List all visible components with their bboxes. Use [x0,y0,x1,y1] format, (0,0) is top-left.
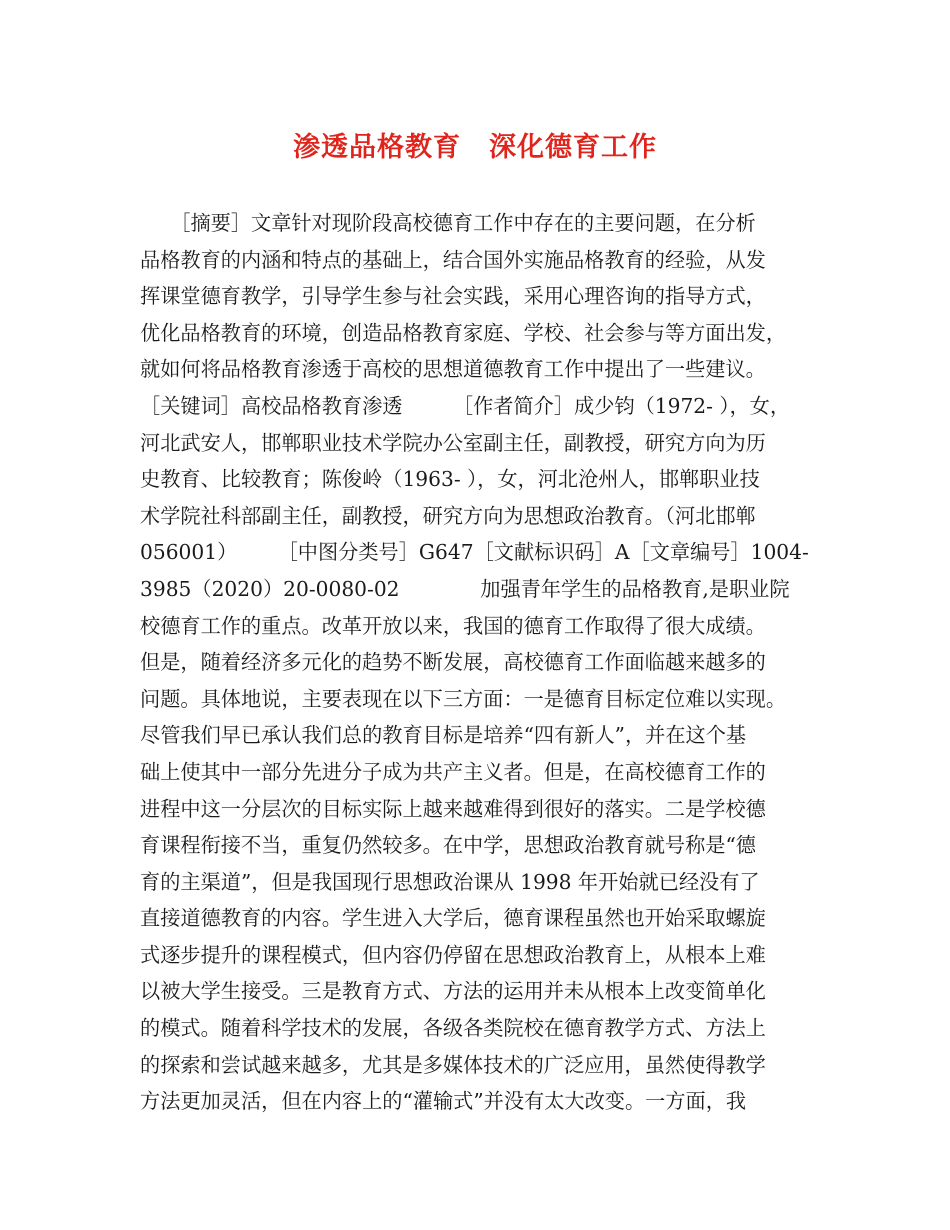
text-line: 校德育工作的重点。改革开放以来，我国的德育工作取得了很大成绩。 [140,613,766,638]
text-line: 优化品格教育的环境，创造品格教育家庭、学校、社会参与等方面出发， [140,320,787,345]
text-line: 直接道德教育的内容。学生进入大学后，德育课程虽然也开始采取螺旋 [140,906,766,931]
text-line: 问题。具体地说，主要表现在以下三方面：一是德育目标定位难以实现。 [140,686,787,711]
text-line: 育课程衔接不当，重复仍然较多。在中学，思想政治教育就号称是“德 [140,833,756,858]
text-line: 河北武安人，邯郸职业技术学院办公室副主任，副教授，研究方向为历 [140,430,766,455]
text-line: 育的主渠道”，但是我国现行思想政治课从 1998 年开始就已经没有了 [140,869,760,894]
text-line: 品格教育的内涵和特点的基础上，结合国外实施品格教育的经验，从发 [140,247,766,272]
text-line: 的探索和尝试越来越多，尤其是多媒体技术的广泛应用，虽然使得教学 [140,1052,766,1077]
text-line: 的模式。随着科学技术的发展，各级各类院校在德育教学方式、方法上 [140,1016,766,1041]
text-line: 056001） ［中图分类号］G647［文献标识码］A［文章编号］1004- [140,540,809,565]
text-line: 进程中这一分层次的目标实际上越来越难得到很好的落实。二是学校德 [140,796,766,821]
text-line: 方法更加灵活，但在内容上的“灌输式”并没有太大改变。一方面，我 [140,1089,747,1114]
text-line: ［关键词］高校品格教育渗透 ［作者简介］成少钧（1972- ），女， [140,393,791,418]
text-line: 式逐步提升的课程模式，但内容仍停留在思想政治教育上，从根本上难 [140,942,766,967]
text-line: 础上使其中一部分先进分子成为共产主义者。但是，在高校德育工作的 [140,759,766,784]
text-line: 挥课堂德育教学，引导学生参与社会实践，采用心理咨询的指导方式， [140,284,766,309]
body-text [140,205,812,1120]
text-line: ［摘要］文章针对现阶段高校德育工作中存在的主要问题，在分析 [140,211,756,235]
text-line: 3985（2020）20-0080-02 加强青年学生的品格教育,是职业院 [140,576,790,601]
text-line: 史教育、比较教育；陈俊岭（1963- ），女，河北沧州人，邯郸职业技 [140,467,760,492]
text-line: 但是，随着经济多元化的趋势不断发展，高校德育工作面临越来越多的 [140,650,766,675]
text-line: 以被大学生接受。三是教育方式、方法的运用并未从根本上改变简单化 [140,979,766,1004]
text-line: 尽管我们早已承认我们总的教育目标是培养“四有新人”，并在这个基 [140,723,747,748]
text-line: 术学院社科部副主任，副教授，研究方向为思想政治教育。（河北邯郸 [140,503,756,528]
text-line: 就如何将品格教育渗透于高校的思想道德教育工作中提出了一些建议。 [140,357,766,382]
document-title: 渗透品格教育 深化德育工作 [293,132,657,163]
